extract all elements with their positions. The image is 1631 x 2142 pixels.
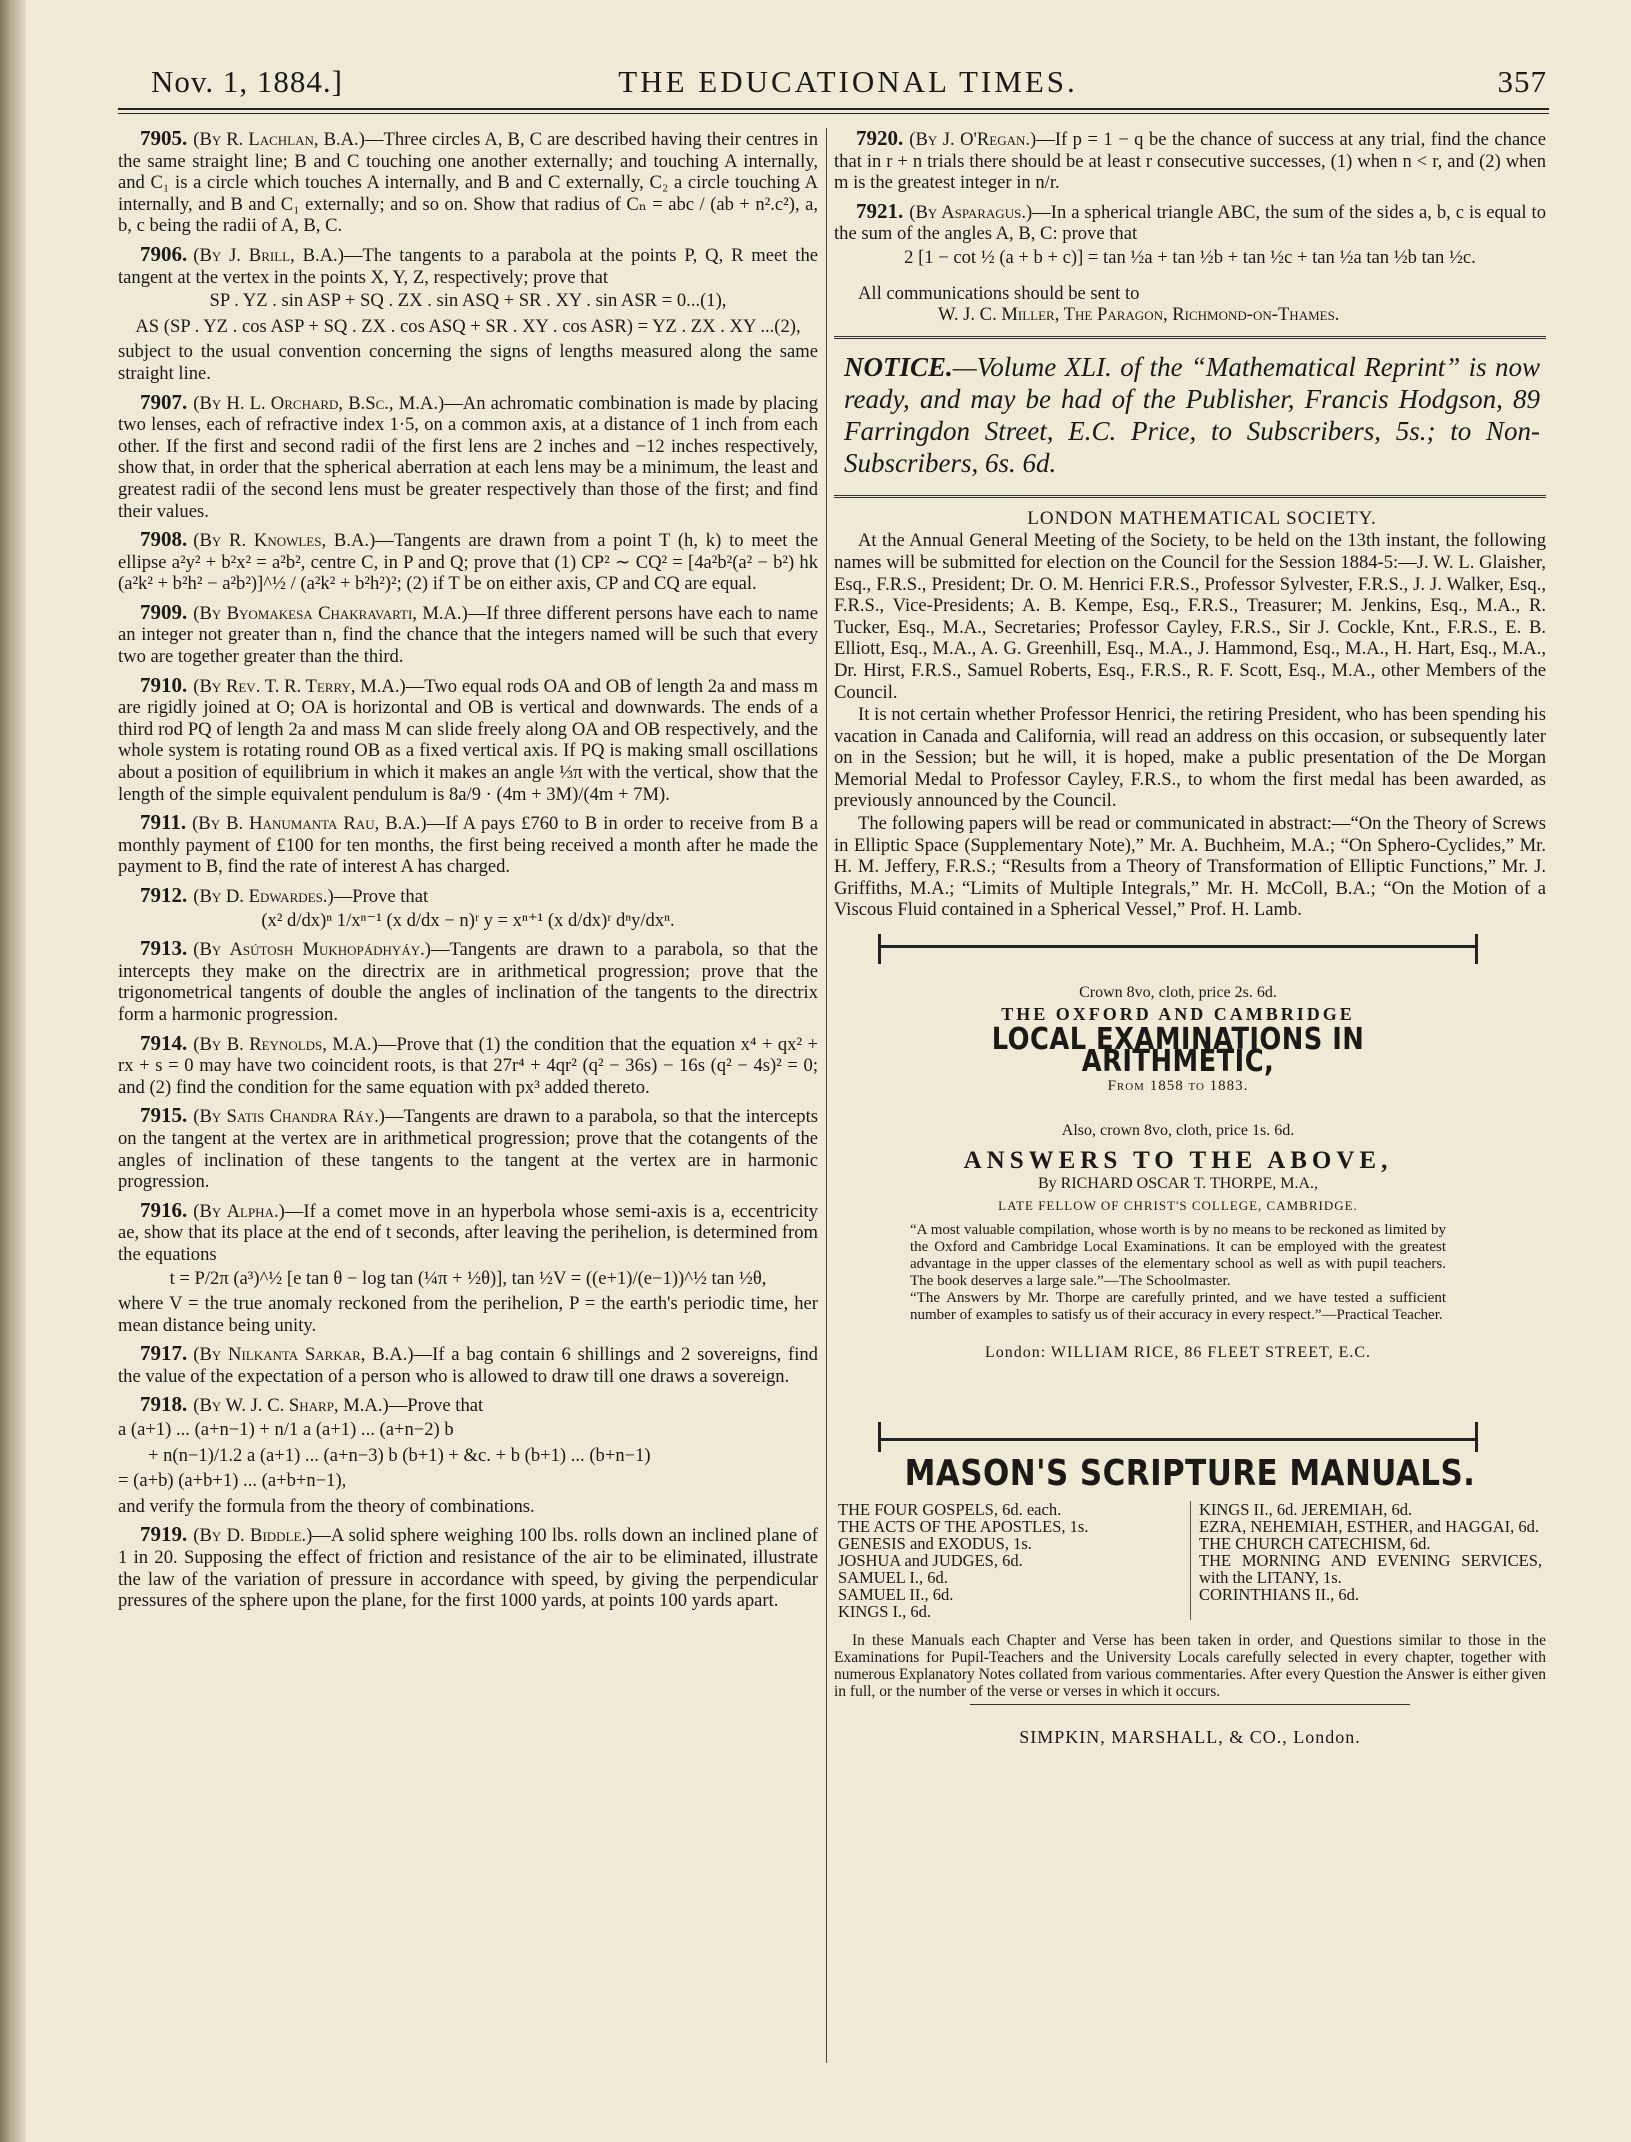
header-date: Nov. 1, 1884.]	[151, 64, 343, 99]
mason-publisher: SIMPKIN, MARSHALL, & CO., London.	[1019, 1726, 1361, 1747]
problem-7910: 7910. (By Rev. T. R. Terry, M.A.)—Two equal rods OA and OB of length 2a and mass m are rigidly joined at O; OA is horizontal and OB is vertical and downwards. The ends of a third rod PQ of length 2a and mass M can slide freely along OA and OB respectively, and the whole system is rotating round OB as a fixed vertical axis. If PQ is making small oscillations about a position of equilibrium in which it makes an angle ⅓π with the vertical, show that the length of the simple equivalent pendulum is 8a/9 · (4m + 3M)/(4m + 7M).	[118, 672, 818, 805]
london-mathematical-society: LONDON MATHEMATICAL SOCIETY. At the Annual General Meeting of the Society, to be held on the 13th instant, the following names will be submitted for election on the Council for the Session 1884-5:—J. W. L. Glaisher, Esq., F.R.S., President; Dr. O. M. Henrici F.R.S., Professor Sylvester, F.R.S., J. J. Walker, Esq., F.R.S., Vice-Presidents; A. B. Kempe, Esq., F.R.S., Treasurer; M. Jenkins, Esq., M.A., R. Tucker, Esq., M.A., Secretaries; Professor Cayley, F.R.S., Sir J. Cockle, Knt., F.R.S., E. B. Elliott, Esq., M.A., A. G. Greenhill, Esq., M.A., J. Hammond, Esq., M.A., H. Hart, Esq., M.A., Dr. Hirst, F.R.S., Samuel Roberts, Esq., F.R.S., R. F. Scott, Esq., M.A., other Members of the Council. It is not certain whether Professor Henrici, the retiring President, who has been spending his vacation in Canada and California, will read an address on this occasion, or subsequently later on in the Session; but he will, it is hoped, make a public presentation of the De Morgan Memorial Medal to Professor Cayley, F.R.S., to whom the first medal has been awarded, as previously announced by the Council. The following papers will be read or communicated in abstract:—“On the Theory of Screws in Elliptic Space (Supplementary Note),” Mr. A. Buchheim, M.A.; “On Sphero-Cyclides,” Mr. H. M. Jeffery, F.R.S.; “Results from a Theory of Transformation of Elliptic Functions,” Mr. J. Griffiths, M.A.; “Limits of Multiple Integrals,” Mr. H. McColl, B.A.; “On the Motion of a Viscous Fluid contained in a Spherical Vessel,” Prof. H. Lamb.	[834, 507, 1546, 921]
formula: SP . YZ . sin ASP + SQ . ZX . sin ASQ + SR . XY . sin ASR = 0...(1),	[209, 290, 727, 312]
problem-7907: 7907. (By H. L. Orchard, B.Sc., M.A.)—An achromatic combination is made by placing two lenses, each of refractive index 1·5, on a common axis, at a distance of 1 inch from each other. If the first and second radii of the first lens are 2 inches and −12 inches respectively, show that, in order that the spherical aberration at each lens may be a minimum, the least and greatest radii of the second lens must be greater respectively than those of the first; and find their values.	[118, 389, 818, 522]
manual-list-item: THE ACTS OF THE APOSTLES, 1s.	[838, 1516, 1089, 1536]
mason-list-left	[834, 1501, 1190, 1620]
section-rule	[834, 336, 1546, 339]
formula: = (a+b) (a+b+1) ... (a+b+n−1),	[118, 1470, 347, 1492]
mason-scripture-manuals	[834, 1453, 1546, 1748]
header-rule	[118, 108, 1549, 110]
mason-title: MASON'S SCRIPTURE MANUALS.	[904, 1453, 1476, 1495]
problem-7914: 7914. (By B. Reynolds, M.A.)—Prove that (1) the condition that the equation x⁴ + qx² + rx + s = 0 may have two coincident roots, is that 27r⁴ + 4qr² (q² − 36s) − 16s (q² − 4s)² = 0; and (2) find the condition for the same equation with px³ added thereto.	[118, 1030, 818, 1098]
mason-note: In these Manuals each Chapter and Verse has been taken in order, and Questions similar to those in the Examinations for Pupil-Teachers and the University Locals carefully selected in every chapter, together with numerous Explanatory Notes collated from various commentaries. After every Question the Answer is either given in full, or the number of the verse or verses in which it occurs.	[834, 1631, 1546, 1700]
ad-corner-mark	[1475, 934, 1478, 964]
problem-7911: 7911. (By B. Hanumanta Rau, B.A.)—If A pays £760 to B in order to receive from B a monthly payment of £100 for ten months, the first being received a month after he made the payment to B, find the rate of interest A has charged.	[118, 810, 818, 878]
ad-review-quote: “The Answers by Mr. Thorpe are carefully printed, and we have tested a sufficient number of examples to satisfy us of their accuracy in every respect.”—Practical Teacher.	[910, 1290, 1446, 1324]
manual-list-item: THE CHURCH CATECHISM, 6d.	[1199, 1533, 1431, 1553]
problem-7906: 7906. (By J. Brill, B.A.)—The tangents to a parabola at the points P, Q, R meet the tangent at the vertex in the points X, Y, Z, respectively; prove that SP . YZ . sin ASP + SQ . ZX . sin ASQ + SR . XY . sin ASR = 0...(1), AS (SP . YZ . cos ASP + SQ . ZX . cos ASQ + SR . XY . cos ASR) = YZ . ZX . XY ...(2), subject to the usual convention concerning the signs of lengths measured along the same straight line.	[118, 241, 818, 384]
left-column	[118, 128, 818, 1619]
section-rule	[834, 495, 1546, 498]
header-rule-thin	[118, 113, 1549, 114]
rule	[970, 1704, 1410, 1705]
problem-7905: 7905. (By R. Lachlan, B.A.)—Three circles A, B, C are described having their centres in the same straight line; B and C touching one another externally; and touching A internally, and C₁ is a circle which touches A internally, and B and C externally, C₂ a circle touching A internally, and B and C₁ externally; and so on. Show that radius of Cₙ = abc / (ab + n².c²), a, b, c being the radii of A, B, C.	[118, 126, 819, 237]
column-divider	[826, 128, 827, 2063]
ad-review-quote: “A most valuable compilation, whose worth is by no means to be reckoned as limited by the Oxford and Cambridge Local Examinations. It can be employed with the greatest advantage in the upper classes of the elementary school as well as with pupil teachers. The book deserves a large sale.”—The Schoolmaster.	[910, 1222, 1446, 1290]
manual-list-item: KINGS I., 6d.	[838, 1601, 932, 1621]
manual-list-item: THE MORNING AND EVENING SERVICES, with the LITANY, 1s.	[1199, 1550, 1542, 1587]
ad-corner-mark	[878, 934, 881, 964]
problem-7909: 7909. (By Byomakesa Chakravarti, M.A.)—If three different persons have each to name an integer not greater than n, find the chance that the integers named will be such that every two are together greater than the third.	[118, 599, 818, 668]
manual-list-item: GENESIS and EXODUS, 1s.	[838, 1533, 1032, 1553]
formula: t = P/2π (a³)^½ [e tan θ − log tan (¼π + ½θ)], tan ½V = ((e+1)/(e−1))^½ tan ½θ,	[169, 1267, 767, 1289]
manual-list-item: KINGS II., 6d. JEREMIAH, 6d.	[1199, 1499, 1413, 1519]
advertisement-arithmetic: Crown 8vo, cloth, price 2s. 6d. THE OXFORD AND CAMBRIDGE LOCAL EXAMINATIONS IN ARITHMETIC, From 1858 to 1883. Also, crown 8vo, cloth, price 1s. 6d. ANSWERS TO THE ABOVE, By RICHARD OSCAR T. THORPE, M.A., LATE FELLOW OF CHRIST'S COLLEGE, CAMBRIDGE. “A most valuable compilation, whose worth is by no means to be reckoned as limited by the Oxford and Cambridge Local Examinations. It can be employed with the greatest advantage in the upper classes of the elementary school as well as with pupil teachers. The book deserves a large sale.”—The Schoolmaster. “The Answers by Mr. Thorpe are carefully printed, and we have tested a sufficient number of examples to satisfy us of their accuracy in every respect.”—Practical Teacher. London: WILLIAM RICE, 86 FLEET STREET, E.C.	[878, 945, 1478, 1441]
formula: + n(n−1)/1.2 a (a+1) ... (a+n−3) b (b+1) + &c. + b (b+1) ... (b+n−1)	[148, 1444, 651, 1466]
communications-notice: All communications should be sent to W. J. C. Miller, The Paragon, Richmond-on-Thames.	[858, 282, 1340, 326]
manual-list-item: JOSHUA and JUDGES, 6d.	[838, 1550, 1023, 1570]
formula: AS (SP . YZ . cos ASP + SQ . ZX . cos ASQ + SR . XY . cos ASR) = YZ . ZX . XY ...(2),	[135, 315, 801, 337]
formula: (x² d/dx)ⁿ 1/xⁿ⁻¹ (x d/dx − n)ʳ y = xⁿ⁺¹ (x d/dx)ʳ dⁿy/dxⁿ.	[261, 909, 675, 931]
problem-7920: 7920. (By J. O'Regan.)—If p = 1 − q be the chance of success at any trial, find the chance that in r + n trials there should be at least r consecutive successes, (1) when n < r, and (2) when m is the greatest integer in n/r.	[834, 126, 1547, 194]
manual-list-item: EZRA, NEHEMIAH, ESTHER, and HAGGAI, 6d.	[1199, 1516, 1540, 1536]
manual-list-item: SAMUEL II., 6d.	[838, 1584, 954, 1604]
formula: a (a+1) ... (a+n−1) + n/1 a (a+1) ... (a+n−2) b	[118, 1419, 454, 1441]
ad-headline: LOCAL EXAMINATIONS IN ARITHMETIC,	[991, 1022, 1365, 1079]
lms-title: LONDON MATHEMATICAL SOCIETY.	[1027, 507, 1377, 529]
problem-7917: 7917. (By Nilkanta Sarkar, B.A.)—If a bag contain 6 shillings and 2 sovereigns, find the value of the expectation of a person who is allowed to draw till one draws a sovereign.	[118, 1341, 818, 1387]
problem-7915: 7915. (By Satis Chandra Ráy.)—Tangents are drawn to a parabola, so that the intercepts on the tangent at the vertex are in arithmetical progression; prove that the cotangents of the angles of inclination of these tangents to the tangent at the vertex are in harmonic progression.	[118, 1103, 819, 1193]
header-page-number: 357	[1497, 64, 1547, 99]
problem-7916: 7916. (By Alpha.)—If a comet move in an hyperbola whose semi-axis is a, eccentricity ae, show that its place at the end of t seconds, after leaving the perihelion, is determined from the equations t = P/2π (a³)^½ [e tan θ − log tan (¼π + ½θ)], tan ½V = ((e+1)/(e−1))^½ tan ½θ, where V = the true anomaly reckoned from the perihelion, P = the earth's periodic time, her mean distance being unity.	[118, 1197, 818, 1336]
manual-list-item: CORINTHIANS II., 6d.	[1199, 1584, 1359, 1604]
page-binding-edge	[0, 0, 26, 2142]
reprint-notice: NOTICE.—Volume XLI. of the “Mathematical Reprint” is now ready, and may be had of the Publisher, Francis Hodgson, 89 Farringdon Street, E.C. Price, to Subscribers, 5s.; to Non-Subscribers, 6s. 6d.	[844, 351, 1540, 478]
problem-7908: 7908. (By R. Knowles, B.A.)—Tangents are drawn from a point T (h, k) to meet the ellipse a²y² + b²x² = a²b², centre C, in P and Q; prove that (1) CP² ∼ CQ² = [4a²b²(a² − b²) hk (a²k² + b²h² − a²b²)]^½ / (a²k² + b²h²)²; (2) if T be on either axis, CP and CQ are equal.	[118, 527, 818, 595]
mason-list-right	[1190, 1501, 1546, 1620]
right-column	[834, 128, 1546, 1748]
ad-publisher: London: WILLIAM RICE, 86 FLEET STREET, E.C.	[984, 1344, 1372, 1362]
page-header	[145, 58, 1551, 108]
manual-list-item: SAMUEL I., 6d.	[838, 1567, 948, 1587]
ad-corner-mark	[1475, 1422, 1478, 1452]
problem-7912: 7912. (By D. Edwardes.)—Prove that (x² d/dx)ⁿ 1/xⁿ⁻¹ (x d/dx − n)ʳ y = xⁿ⁺¹ (x d/dx)ʳ dⁿy/dxⁿ.	[118, 885, 818, 931]
formula: 2 [1 − cot ½ (a + b + c)] = tan ½a + tan ½b + tan ½c + tan ½a tan ½b tan ½c.	[904, 246, 1476, 268]
problem-7913: 7913. (By Asútosh Mukhopádhyáy.)—Tangents are drawn to a parabola, so that the intercepts they make on the directrix are in arithmetical progression; prove that the trigonometrical tangents of double the angles of inclination of the tangents to the directrix form a harmonic progression.	[118, 936, 818, 1025]
problem-7918: 7918. (By W. J. C. Sharp, M.A.)—Prove that a (a+1) ... (a+n−1) + n/1 a (a+1) ... (a+n−2) b + n(n−1)/1.2 a (a+1) ... (a+n−3) b (b+1) + &c. + b (b+1) ... (b+n−1) = (a+b) (a+b+1) ... (a+b+n−1), and verify the formula from the theory of combinations.	[118, 1394, 818, 1517]
header-title: THE EDUCATIONAL TIMES.	[618, 64, 1078, 99]
problem-7919: 7919. (By D. Biddle.)—A solid sphere weighing 100 lbs. rolls down an inclined plane of 1 in 20. Supposing the effect of friction and resistance of the air to be eliminated, illustrate the law of the variation of pressure in accordance with speed, by giving the perpendicular pressures of the sphere upon the plane, for the first 1000 yards, at points 100 yards apart.	[118, 1522, 819, 1612]
manual-list-item: THE FOUR GOSPELS, 6d. each.	[838, 1499, 1062, 1519]
problem-7921: 7921. (By Asparagus.)—In a spherical triangle ABC, the sum of the sides a, b, c is equal to the sum of the angles A, B, C: prove that 2 [1 − cot ½ (a + b + c)] = tan ½a + tan ½b + tan ½c + tan ½a tan ½b tan ½c.	[834, 198, 1546, 268]
ad-corner-mark	[878, 1422, 881, 1452]
